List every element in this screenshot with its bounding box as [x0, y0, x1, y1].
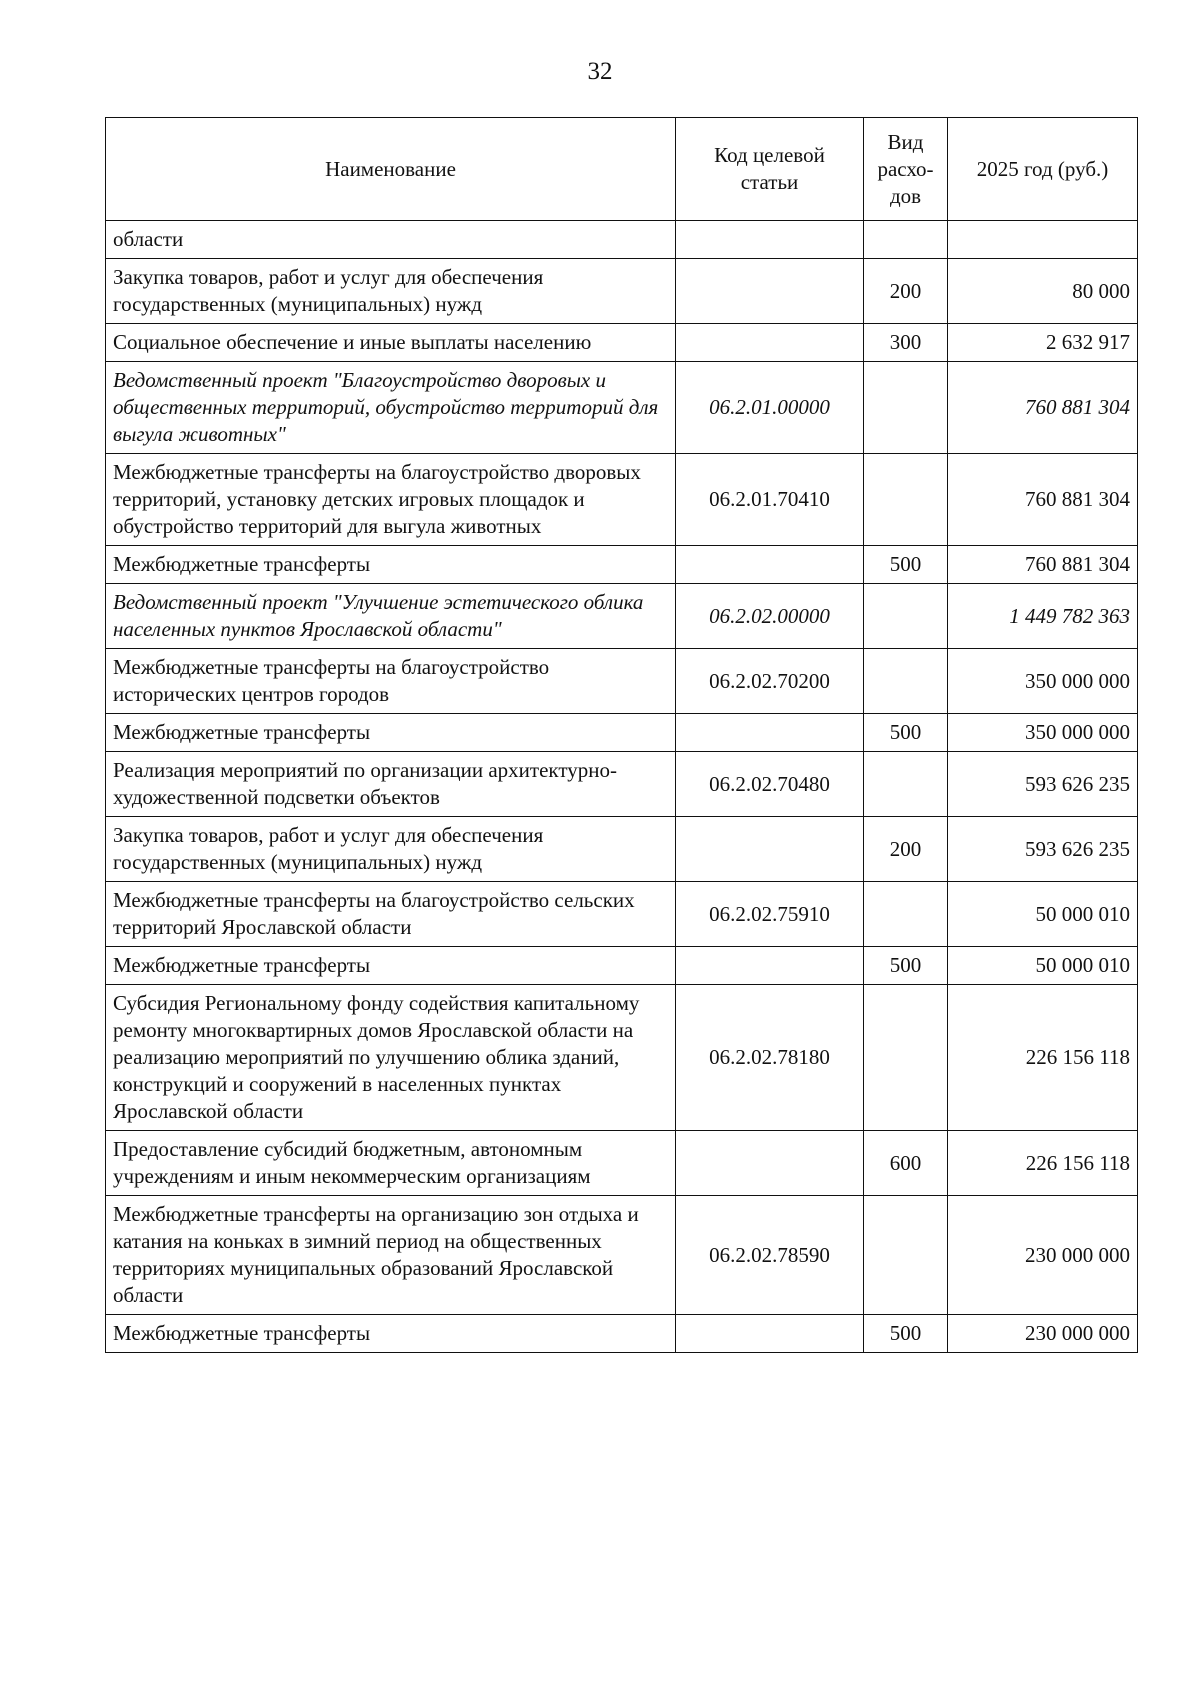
cell-type — [864, 882, 948, 947]
cell-code — [676, 324, 864, 362]
cell-amount: 226 156 118 — [948, 985, 1138, 1131]
cell-amount: 80 000 — [948, 259, 1138, 324]
cell-code: 06.2.02.75910 — [676, 882, 864, 947]
cell-name: Межбюджетные трансферты на благоустройство исторических центров городов — [106, 649, 676, 714]
table-row — [106, 649, 1138, 714]
cell-code — [676, 1315, 864, 1353]
cell-name: Межбюджетные трансферты — [106, 714, 676, 752]
cell-name: Межбюджетные трансферты на благоустройство сельских территорий Ярославской области — [106, 882, 676, 947]
cell-code: 06.2.02.00000 — [676, 584, 864, 649]
cell-type: 500 — [864, 947, 948, 985]
table-row — [106, 259, 1138, 324]
cell-type — [864, 752, 948, 817]
table-row — [106, 584, 1138, 649]
table-row — [106, 454, 1138, 546]
cell-code: 06.2.01.70410 — [676, 454, 864, 546]
header-type: Вид расхо-дов — [864, 118, 948, 221]
table-row — [106, 947, 1138, 985]
cell-amount: 2 632 917 — [948, 324, 1138, 362]
table-row — [106, 817, 1138, 882]
page-number: 32 — [587, 58, 613, 85]
table-row — [106, 1131, 1138, 1196]
cell-type: 300 — [864, 324, 948, 362]
cell-amount: 593 626 235 — [948, 817, 1138, 882]
cell-code — [676, 817, 864, 882]
table-row — [106, 1196, 1138, 1315]
cell-name: Закупка товаров, работ и услуг для обеспечения государственных (муниципальных) нужд — [106, 259, 676, 324]
cell-amount: 593 626 235 — [948, 752, 1138, 817]
table-row — [106, 362, 1138, 454]
cell-code — [676, 1131, 864, 1196]
cell-type — [864, 1196, 948, 1315]
header-name: Наименование — [106, 118, 676, 221]
table-row — [106, 882, 1138, 947]
header-code: Код целевой статьи — [676, 118, 864, 221]
cell-name: Межбюджетные трансферты — [106, 947, 676, 985]
table-row — [106, 546, 1138, 584]
cell-type — [864, 584, 948, 649]
cell-code: 06.2.02.78590 — [676, 1196, 864, 1315]
cell-name: Межбюджетные трансферты на благоустройство дворовых территорий, установку детских игровых площадок и обустройство территорий для выгула животных — [106, 454, 676, 546]
cell-code — [676, 221, 864, 259]
cell-name: Социальное обеспечение и иные выплаты населению — [106, 324, 676, 362]
cell-name: Реализация мероприятий по организации архитектурно-художественной подсветки объектов — [106, 752, 676, 817]
cell-type — [864, 985, 948, 1131]
table-row — [106, 752, 1138, 817]
cell-name: Предоставление субсидий бюджетным, автономным учреждениям и иным некоммерческим организациям — [106, 1131, 676, 1196]
cell-code — [676, 546, 864, 584]
cell-name: Межбюджетные трансферты на организацию зон отдыха и катания на коньках в зимний период на общественных территориях муниципальных образований Ярославской области — [106, 1196, 676, 1315]
table-row — [106, 985, 1138, 1131]
cell-type: 200 — [864, 259, 948, 324]
cell-type: 500 — [864, 714, 948, 752]
cell-code — [676, 947, 864, 985]
header-amount: 2025 год (руб.) — [948, 118, 1138, 221]
cell-amount: 760 881 304 — [948, 362, 1138, 454]
cell-amount: 350 000 000 — [948, 649, 1138, 714]
cell-code — [676, 714, 864, 752]
cell-type: 600 — [864, 1131, 948, 1196]
cell-amount: 226 156 118 — [948, 1131, 1138, 1196]
table-row — [106, 714, 1138, 752]
cell-type: 500 — [864, 546, 948, 584]
cell-type — [864, 454, 948, 546]
cell-amount: 50 000 010 — [948, 947, 1138, 985]
cell-name: области — [106, 221, 676, 259]
cell-code — [676, 259, 864, 324]
cell-code: 06.2.02.78180 — [676, 985, 864, 1131]
cell-amount: 760 881 304 — [948, 546, 1138, 584]
cell-name: Ведомственный проект "Благоустройство дворовых и общественных территорий, обустройство территорий для выгула животных" — [106, 362, 676, 454]
cell-type: 200 — [864, 817, 948, 882]
table-row — [106, 221, 1138, 259]
cell-name: Межбюджетные трансферты — [106, 1315, 676, 1353]
cell-amount: 350 000 000 — [948, 714, 1138, 752]
cell-amount: 1 449 782 363 — [948, 584, 1138, 649]
cell-type — [864, 362, 948, 454]
cell-type — [864, 221, 948, 259]
table-body — [106, 221, 1138, 1353]
cell-name: Ведомственный проект "Улучшение эстетического облика населенных пунктов Ярославской области" — [106, 584, 676, 649]
cell-type: 500 — [864, 1315, 948, 1353]
cell-type — [864, 649, 948, 714]
budget-table — [105, 117, 1138, 1353]
table-row — [106, 1315, 1138, 1353]
cell-code: 06.2.02.70480 — [676, 752, 864, 817]
cell-code: 06.2.02.70200 — [676, 649, 864, 714]
cell-amount: 760 881 304 — [948, 454, 1138, 546]
cell-amount — [948, 221, 1138, 259]
cell-amount: 230 000 000 — [948, 1315, 1138, 1353]
table-header-row — [106, 118, 1138, 221]
cell-amount: 230 000 000 — [948, 1196, 1138, 1315]
cell-name: Субсидия Региональному фонду содействия капитальному ремонту многоквартирных домов Ярославской области на реализацию мероприятий по улучшению облика зданий, конструкций и сооружений в населенных пунктах Ярославской области — [106, 985, 676, 1131]
cell-name: Закупка товаров, работ и услуг для обеспечения государственных (муниципальных) нужд — [106, 817, 676, 882]
cell-code: 06.2.01.00000 — [676, 362, 864, 454]
table-row — [106, 324, 1138, 362]
cell-name: Межбюджетные трансферты — [106, 546, 676, 584]
cell-amount: 50 000 010 — [948, 882, 1138, 947]
